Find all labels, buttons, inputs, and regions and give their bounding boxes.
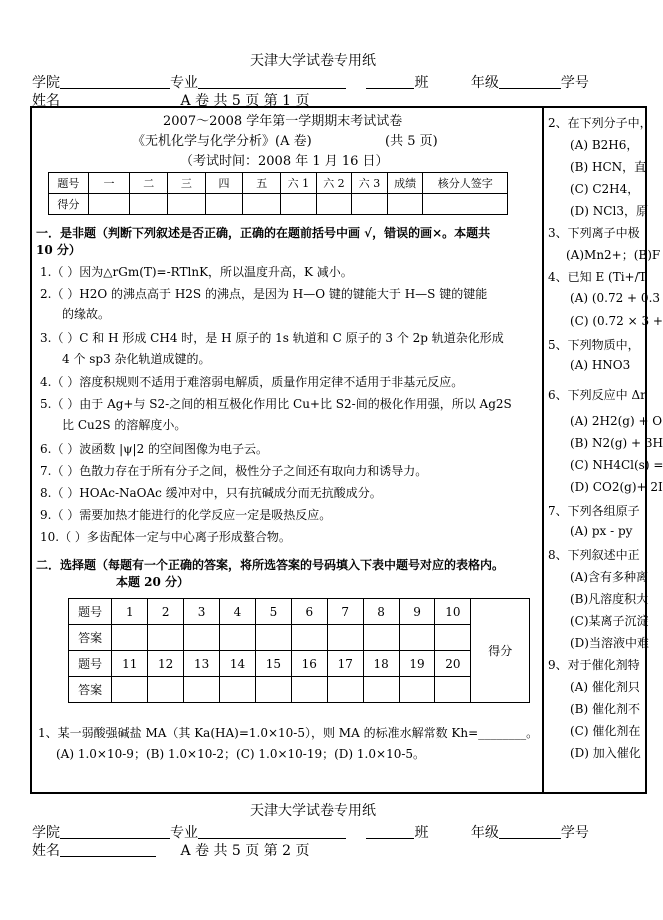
answer-q-label: 题号 (69, 599, 112, 625)
college-field[interactable] (60, 824, 170, 839)
name-field[interactable] (60, 92, 156, 107)
judge-item-2: 2.（ ）H2O 的沸点高于 H2S 的沸点，是因为 H—O 键的键能大于 H—S 键的键能 (40, 287, 488, 301)
answer-q-label: 题号 (69, 651, 112, 677)
exam-title: 2007～2008 学年第一学期期末考试试卷 (163, 114, 403, 129)
right-line: 8、下列叙述中正 (548, 548, 640, 562)
answer-q-num: 8 (363, 599, 399, 625)
score-cell[interactable] (316, 194, 352, 215)
choice-q1: 1、某一弱酸强碱盐 MA（其 Ka(HA)=1.0×10-5），则 MA 的标准水解常数 Kh=________。 (38, 726, 539, 740)
answer-cell[interactable] (399, 677, 435, 703)
answer-cell[interactable] (112, 677, 148, 703)
score-header-cell: 六 1 (281, 173, 317, 194)
answer-q-num: 7 (327, 599, 363, 625)
column-divider (542, 106, 544, 794)
answer-cell[interactable] (148, 677, 184, 703)
answer-cell[interactable] (363, 677, 399, 703)
student-id-label: 学号 (560, 75, 589, 91)
page-info: A 卷 共 5 页 第 2 页 (180, 843, 310, 859)
section2-heading-cont: 本题 20 分） (116, 575, 190, 589)
answer-cell[interactable] (255, 625, 291, 651)
judge-item-2-cont: 的缘故。 (62, 307, 111, 321)
answer-q-num: 10 (435, 599, 471, 625)
class-label: 班 (414, 75, 429, 91)
header-row-bottom (32, 822, 589, 842)
paper-title-top: 天津大学试卷专用纸 (250, 53, 376, 69)
right-line: (C)某离子沉淀 (570, 614, 649, 628)
right-line: (D) NCl3，原 (570, 204, 648, 218)
major-label: 专业 (170, 75, 198, 91)
score-header-cell: 二 (130, 173, 168, 194)
right-line: (A)Mn2+；(B)F (566, 248, 661, 262)
score-header-cell: 六 2 (316, 173, 352, 194)
right-line: (A) (0.72 + 0.3 (570, 291, 661, 305)
answer-q-num: 11 (112, 651, 148, 677)
right-line: (B) N2(g) + 3H (570, 436, 663, 450)
answer-score-label: 得分 (471, 599, 530, 703)
right-line: 7、下列各组原子 (548, 504, 640, 518)
score-cell[interactable] (243, 194, 281, 215)
answer-q-num: 20 (435, 651, 471, 677)
answer-cell[interactable] (435, 625, 471, 651)
class-field[interactable] (366, 824, 414, 839)
section1-heading-cont: 10 分） (36, 243, 81, 257)
answer-cell[interactable] (399, 625, 435, 651)
score-header-cell: 核分人签字 (423, 173, 508, 194)
answer-a-label: 答案 (69, 677, 112, 703)
right-line: (C) NH4Cl(s) = (570, 458, 663, 472)
answer-q-num: 15 (255, 651, 291, 677)
score-cell[interactable] (168, 194, 206, 215)
score-cell[interactable] (281, 194, 317, 215)
answer-cell[interactable] (220, 625, 256, 651)
right-line: (A) B2H6， (570, 138, 639, 152)
right-line: (B) 催化剂不 (570, 702, 640, 716)
exam-course: 《无机化学与化学分析》(A 卷) (132, 134, 312, 149)
major-field[interactable] (198, 74, 346, 89)
answer-cell[interactable] (220, 677, 256, 703)
major-field[interactable] (198, 824, 346, 839)
exam-pages: (共 5 页) (385, 134, 438, 149)
right-line: (A)含有多种离 (570, 570, 649, 584)
score-cell[interactable] (387, 194, 423, 215)
choice-q1-options: (A) 1.0×10-9；(B) 1.0×10-2；(C) 1.0×10-19；(D) 1.0×10-5。 (56, 747, 426, 761)
answer-table (68, 598, 530, 703)
judge-item-8: 8.（ ）HOAc-NaOAc 缓冲对中，只有抗碱成分而无抗酸成分。 (40, 486, 382, 500)
answer-cell[interactable] (148, 625, 184, 651)
major-label: 专业 (170, 825, 198, 841)
answer-q-num: 5 (255, 599, 291, 625)
right-line: 3、下列离子中极 (548, 226, 640, 240)
section2-heading: 二．选择题（每题有一个正确的答案，将所选答案的号码填入下表中题号对应的表格内。 (36, 558, 505, 572)
grade-label: 年级 (470, 825, 499, 841)
answer-q-num: 16 (291, 651, 327, 677)
answer-q-num: 4 (220, 599, 256, 625)
right-line: (D) 加入催化 (570, 746, 641, 760)
right-line: (C) C2H4， (570, 182, 640, 196)
judge-item-7: 7.（ ）色散力存在于所有分子之间，极性分子之间还有取向力和诱导力。 (40, 464, 428, 478)
answer-cell[interactable] (255, 677, 291, 703)
right-line: 9、对于催化剂特 (548, 658, 640, 672)
answer-q-num: 19 (399, 651, 435, 677)
answer-q-num: 2 (148, 599, 184, 625)
judge-item-3-cont: 4 个 sp3 杂化轨道成键的。 (62, 352, 211, 366)
score-header-cell: 五 (243, 173, 281, 194)
answer-q-num: 14 (220, 651, 256, 677)
judge-item-5-cont: 比 Cu2S 的溶解度小。 (62, 418, 187, 432)
answer-cell[interactable] (184, 677, 220, 703)
score-header-cell: 成绩 (387, 173, 423, 194)
right-line: 6、下列反应中 Δr (548, 388, 646, 402)
grade-label: 年级 (470, 75, 499, 91)
score-cell[interactable] (205, 194, 243, 215)
score-table (48, 172, 508, 215)
answer-q-num: 1 (112, 599, 148, 625)
judge-item-6: 6.（ ）波函数 |ψ|2 的空间图像为电子云。 (40, 442, 269, 456)
right-line: (B)凡溶度积大 (570, 592, 649, 606)
college-label: 学院 (32, 825, 60, 841)
right-column (546, 108, 663, 792)
answer-cell[interactable] (363, 625, 399, 651)
score-row-label: 得分 (49, 194, 89, 215)
answer-a-label: 答案 (69, 625, 112, 651)
answer-cell[interactable] (435, 677, 471, 703)
answer-cell[interactable] (291, 677, 327, 703)
score-header-cell: 四 (205, 173, 243, 194)
score-cell[interactable] (130, 194, 168, 215)
right-line: 2、在下列分子中， (548, 116, 652, 130)
answer-cell[interactable] (327, 677, 363, 703)
judge-item-3: 3.（ ）C 和 H 形成 CH4 时，是 H 原子的 1s 轨道和 C 原子的 3 个 2p 轨道杂化形成 (40, 331, 504, 345)
name-label: 姓名 (32, 93, 60, 109)
right-line: 5、下列物质中， (548, 338, 640, 352)
student-id-label: 学号 (560, 825, 589, 841)
score-cell[interactable] (352, 194, 388, 215)
header-row-top (32, 72, 589, 92)
answer-q-num: 18 (363, 651, 399, 677)
score-header-cell: 六 3 (352, 173, 388, 194)
grade-field[interactable] (499, 824, 561, 839)
answer-q-num: 17 (327, 651, 363, 677)
paper-title-bottom: 天津大学试卷专用纸 (250, 803, 376, 819)
right-line: (A) px - py (570, 524, 633, 538)
answer-cell[interactable] (112, 625, 148, 651)
judge-item-9: 9.（ ）需要加热才能进行的化学反应一定是吸热反应。 (40, 508, 332, 522)
judge-item-4: 4.（ ）溶度积规则不适用于难溶弱电解质，质量作用定律不适用于非基元反应。 (40, 375, 464, 389)
college-field[interactable] (60, 74, 170, 89)
answer-q-num: 13 (184, 651, 220, 677)
judge-item-10: 10.（ ）多齿配体一定与中心离子形成螯合物。 (40, 530, 291, 544)
answer-q-num: 12 (148, 651, 184, 677)
score-header-cell: 题号 (49, 173, 89, 194)
college-label: 学院 (32, 75, 60, 91)
score-cell[interactable] (88, 194, 130, 215)
answer-q-num: 9 (399, 599, 435, 625)
right-line: (A) 催化剂只 (570, 680, 640, 694)
score-header-cell: 三 (168, 173, 206, 194)
section1-heading: 一．是非题（判断下列叙述是否正确，正确的在题前括号中画 √，错误的画×。本题共 (36, 226, 491, 240)
page-info: A 卷 共 5 页 第 1 页 (180, 93, 310, 109)
answer-q-num: 3 (184, 599, 220, 625)
right-line: (A) HNO3 (570, 358, 631, 372)
right-line: (C) 催化剂在 (570, 724, 641, 738)
answer-cell[interactable] (291, 625, 327, 651)
right-line: (D) CO2(g)+ 2I (570, 480, 663, 494)
name-row-bottom (32, 840, 310, 860)
right-line: (C) (0.72 × 3 + (570, 314, 663, 328)
right-line: (A) 2H2(g) + O (570, 414, 663, 428)
answer-q-num: 6 (291, 599, 327, 625)
class-field[interactable] (366, 74, 414, 89)
exam-time: （考试时间：2008 年 1 月 16 日） (180, 154, 389, 169)
name-field[interactable] (60, 842, 156, 857)
score-header-cell: 一 (88, 173, 130, 194)
judge-item-5: 5.（ ）由于 Ag+与 S2-之间的相互极化作用比 Cu+比 S2-间的极化作用强，所以 Ag2S (40, 397, 512, 411)
class-label: 班 (414, 825, 429, 841)
answer-cell[interactable] (184, 625, 220, 651)
name-label: 姓名 (32, 843, 60, 859)
right-line: (D)当溶液中难 (570, 636, 649, 650)
answer-cell[interactable] (327, 625, 363, 651)
right-line: (B) HCN，直 (570, 160, 647, 174)
right-line: 4、已知 E (Ti+/T (548, 270, 647, 284)
judge-item-1: 1.（ ）因为△rGm(T)=-RTlnK，所以温度升高，K 减小。 (40, 265, 353, 279)
grade-field[interactable] (499, 74, 561, 89)
score-cell[interactable] (423, 194, 508, 215)
